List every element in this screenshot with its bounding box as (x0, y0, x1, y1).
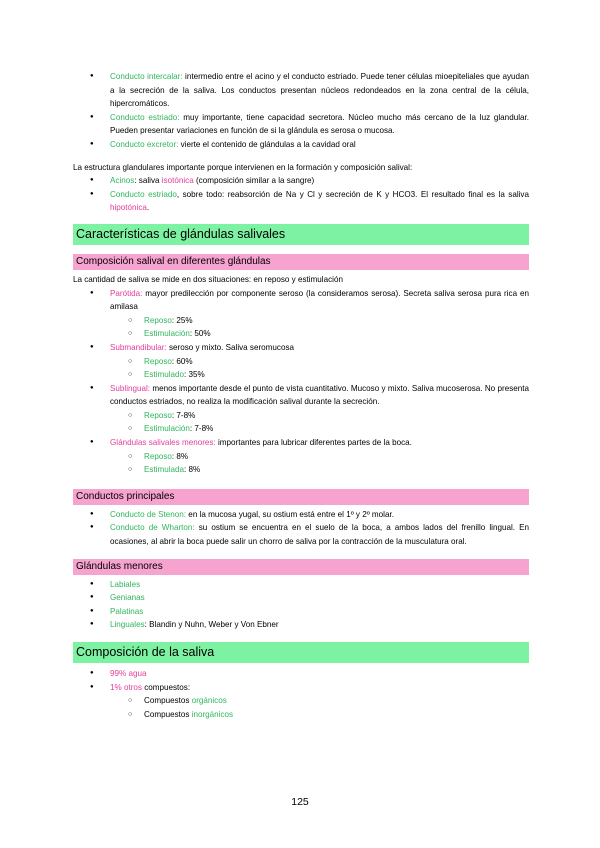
list-text: seroso y mixto. Saliva seromucosa (166, 342, 295, 352)
sub-value: : 60% (171, 356, 193, 366)
sub-value: : 7-8% (189, 424, 214, 434)
list-item (73, 681, 529, 695)
list-item (73, 382, 529, 409)
sub-term: Estimulado (144, 370, 185, 380)
sub-term: Reposo (144, 451, 172, 461)
sub-list-item (73, 422, 529, 436)
sub-term: inorgánicos (191, 709, 234, 719)
term: Palatinas (110, 606, 144, 616)
term: Conducto de Stenon: (110, 509, 187, 519)
term: 99% agua (110, 669, 147, 678)
conductos-list (73, 70, 529, 152)
list-text: su ostium se encuentra en el suelo de la boca, a ambos lados del frenillo lingual. En ocasiones, al abrir la boca puede salir un chorro de saliva por la contracción de la musculatura oral. (110, 523, 529, 547)
sub-term: Estimulación (144, 424, 190, 434)
list-text: , sobre todo: reabsorción de Na y Cl y secreción de K y HCO3. El resultado final es la saliva (176, 189, 529, 199)
sub-value: : 7-8% (171, 410, 196, 420)
list-text: mayor predilección por componente seroso (la consideramos serosa). Secreta saliva serosa pura rica en amilasa (110, 288, 529, 312)
term: Conducto excretor: (110, 139, 179, 149)
sub-list-item (73, 327, 529, 341)
list-text: : Blandin y Nuhn, Weber y Von Ebner (144, 620, 279, 630)
term: Sublingual: (110, 383, 151, 393)
list-item (73, 667, 529, 681)
list-item (73, 174, 529, 188)
sub-term: Estimulada (144, 465, 185, 475)
list-text: intermedio entre el acino y el conducto estriado. Puede tener células mioepiteliales que ayudan a la secreción de la saliva. Los conductos presentan núcleos redondeados en la zona central de la célula, hipercromáticos. (110, 72, 529, 109)
estructura-intro: La estructura glandulares importante porque intervienen en la formación y composición salival: (73, 162, 413, 172)
sub-value: : 25% (171, 315, 193, 325)
list-text: vierte el contenido de glándulas a la cavidad oral (178, 139, 356, 149)
term: Acinos (110, 176, 135, 186)
sub-value: : 8% (171, 451, 189, 461)
document-page (73, 70, 529, 721)
sub-value: : 50% (189, 329, 211, 339)
term: Labiales (110, 579, 141, 589)
list-text: en la mucosa yugal, su ostium está entre el 1º y 2º molar. (186, 509, 394, 519)
sub-list-item (73, 694, 529, 708)
list-item (73, 138, 529, 152)
sub-list-item (73, 708, 529, 722)
composicion-intro: La cantidad de saliva se mide en dos situaciones: en reposo y estimulación (73, 274, 343, 284)
list-text: muy importante, tiene capacidad secretora. Núcleo mucho más cercano de la luz glandular. Pueden presentar variaciones en función de si la glándula es serosa o mucosa. (110, 112, 529, 136)
term: Conducto estriado (110, 189, 177, 199)
list-item (73, 287, 529, 314)
sub-term: orgánicos (191, 696, 227, 706)
list-item (73, 188, 529, 215)
term: 1% otros (110, 682, 142, 692)
term: Conducto intercalar: (110, 72, 183, 81)
sub-value: : 8% (184, 465, 201, 475)
sub-list-item (73, 463, 529, 477)
list-item (73, 341, 529, 355)
list-item (73, 508, 529, 522)
sub-text: Compuestos (144, 696, 192, 706)
subheading-glandulas-menores: Glándulas menores (73, 559, 529, 575)
list-item (73, 605, 529, 619)
list-text: importantes para lubricar diferentes partes de la boca. (215, 438, 412, 448)
sub-term: Reposo (144, 315, 172, 325)
list-item (73, 111, 529, 138)
list-text: compuestos: (141, 682, 191, 692)
term: Conducto estriado: (110, 112, 180, 122)
sub-list-item (73, 368, 529, 382)
highlight: hipotónica (110, 203, 147, 213)
highlight: isotónica (161, 176, 194, 186)
list-text: menos importante desde el punto de vista cuantitativo. Mucoso y mixto. Saliva mucoserosa. No presenta conductos estriados, no realiza la modificación salival durante la secreción. (110, 383, 529, 407)
glandulas-menores-list (73, 578, 529, 632)
term: Submandibular: (110, 342, 167, 352)
list-text: . (146, 203, 150, 213)
term: Conducto de Wharton: (110, 523, 195, 533)
estructura-list (73, 174, 529, 215)
composicion-list (73, 667, 529, 721)
sub-text: Compuestos (144, 709, 192, 719)
section-heading-caracteristicas: Características de glándulas salivales (73, 224, 529, 245)
term: Linguales (110, 620, 145, 630)
glandulas-list (73, 287, 529, 477)
sub-list-item (73, 314, 529, 328)
list-item (73, 578, 529, 592)
section-heading-composicion-saliva: Composición de la saliva (73, 642, 529, 663)
sub-list-item (73, 450, 529, 464)
sub-term: Reposo (144, 410, 172, 420)
list-text: : saliva (134, 176, 162, 186)
sub-value: : 35% (184, 370, 205, 380)
term: Genianas (110, 593, 145, 603)
list-item (73, 436, 529, 450)
term: Glándulas salivales menores: (110, 438, 216, 448)
conductos-principales-list (73, 508, 529, 549)
sub-list-item (73, 355, 529, 369)
subheading-composicion-salival: Composición salival en diferentes glándulas (73, 254, 529, 270)
term: Parótida: (110, 288, 143, 298)
list-item (73, 70, 529, 111)
list-text: (composición similar a la sangre) (193, 176, 315, 186)
sub-term: Reposo (144, 356, 172, 366)
subheading-conductos-principales: Conductos principales (73, 489, 529, 505)
list-item (73, 591, 529, 605)
list-item (73, 618, 529, 632)
sub-list-item (73, 409, 529, 423)
page-number: 125 (291, 796, 309, 808)
sub-term: Estimulación (144, 329, 190, 339)
list-item (73, 521, 529, 548)
